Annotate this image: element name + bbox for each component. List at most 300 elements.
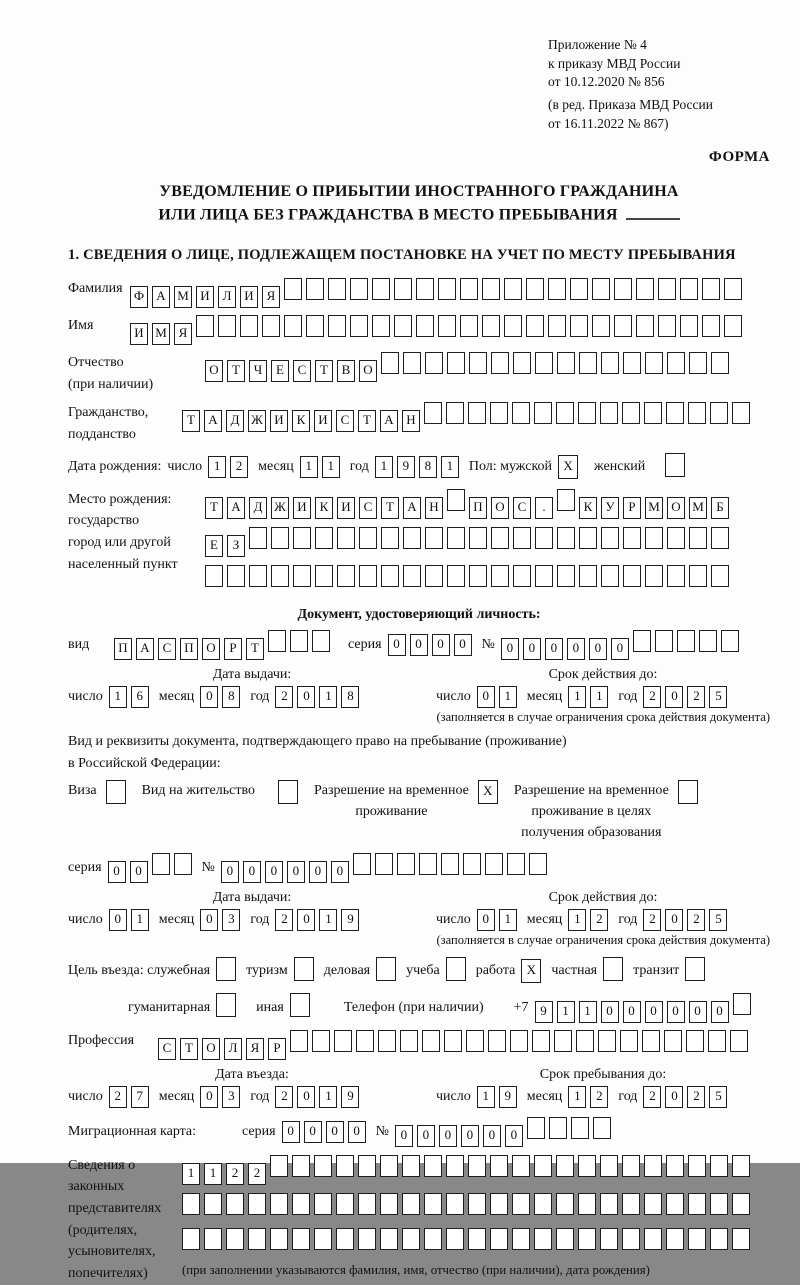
form-cell[interactable] [482, 315, 500, 337]
form-cell[interactable]: 0 [665, 686, 683, 708]
form-cell[interactable] [623, 352, 641, 374]
form-cell[interactable] [403, 527, 421, 549]
birth-day-input[interactable] [208, 456, 252, 478]
form-cell[interactable] [534, 1228, 552, 1250]
form-cell[interactable]: 0 [477, 909, 495, 931]
form-cell[interactable]: Т [205, 497, 223, 519]
form-cell[interactable] [490, 1193, 508, 1215]
form-cell[interactable]: Т [246, 638, 264, 660]
form-cell[interactable] [644, 1228, 662, 1250]
form-cell[interactable]: 3 [222, 1086, 240, 1108]
form-cell[interactable] [504, 315, 522, 337]
form-cell[interactable]: 0 [454, 634, 472, 656]
form-cell[interactable]: 2 [109, 1086, 127, 1108]
form-cell[interactable] [469, 352, 487, 374]
form-cell[interactable]: 1 [568, 686, 586, 708]
form-cell[interactable] [490, 1155, 508, 1177]
doc-series-input[interactable] [388, 634, 476, 656]
form-cell[interactable] [645, 527, 663, 549]
form-cell[interactable] [685, 957, 705, 981]
form-cell[interactable]: 2 [590, 1086, 608, 1108]
form-cell[interactable] [315, 527, 333, 549]
form-cell[interactable] [205, 565, 223, 587]
form-cell[interactable] [270, 1155, 288, 1177]
form-cell[interactable] [667, 527, 685, 549]
form-cell[interactable]: Т [180, 1038, 198, 1060]
form-cell[interactable] [614, 278, 632, 300]
form-cell[interactable]: Н [402, 410, 420, 432]
form-cell[interactable] [278, 780, 298, 804]
form-cell[interactable] [711, 527, 729, 549]
form-cell[interactable] [636, 315, 654, 337]
form-cell[interactable]: 0 [200, 1086, 218, 1108]
purpose-inaya-checkbox[interactable] [290, 993, 314, 1022]
form-cell[interactable]: Р [623, 497, 641, 519]
form-cell[interactable]: И [293, 497, 311, 519]
form-cell[interactable] [548, 315, 566, 337]
form-cell[interactable] [570, 278, 588, 300]
form-cell[interactable]: Р [268, 1038, 286, 1060]
form-cell[interactable] [680, 315, 698, 337]
form-cell[interactable] [667, 565, 685, 587]
form-cell[interactable] [655, 630, 673, 652]
form-cell[interactable]: 0 [200, 909, 218, 931]
form-cell[interactable] [381, 565, 399, 587]
form-cell[interactable]: 0 [667, 1001, 685, 1023]
form-cell[interactable]: 1 [322, 456, 340, 478]
form-cell[interactable]: 2 [687, 909, 705, 931]
form-cell[interactable]: 9 [499, 1086, 517, 1108]
form-cell[interactable] [664, 1030, 682, 1052]
form-cell[interactable]: 8 [341, 686, 359, 708]
form-cell[interactable] [644, 1155, 662, 1177]
form-cell[interactable]: 1 [319, 909, 337, 931]
purpose-delovaya-checkbox[interactable] [376, 957, 400, 986]
form-cell[interactable] [446, 1228, 464, 1250]
form-cell[interactable] [490, 1228, 508, 1250]
form-cell[interactable]: 1 [300, 456, 318, 478]
form-cell[interactable] [688, 1193, 706, 1215]
form-cell[interactable]: И [314, 410, 332, 432]
form-cell[interactable] [271, 527, 289, 549]
stay-year-input[interactable] [643, 1086, 731, 1108]
form-cell[interactable]: М [645, 497, 663, 519]
form-cell[interactable] [328, 278, 346, 300]
sex-female-checkbox[interactable] [665, 453, 689, 482]
form-cell[interactable]: 0 [297, 1086, 315, 1108]
sex-male-checkbox[interactable] [558, 455, 582, 479]
form-cell[interactable] [460, 278, 478, 300]
form-cell[interactable]: Я [262, 286, 280, 308]
form-cell[interactable] [570, 315, 588, 337]
form-cell[interactable]: П [469, 497, 487, 519]
form-cell[interactable] [350, 278, 368, 300]
form-cell[interactable] [710, 1228, 728, 1250]
form-cell[interactable]: К [579, 497, 597, 519]
representatives-line1-input[interactable] [182, 1155, 754, 1185]
form-cell[interactable] [216, 993, 236, 1017]
form-cell[interactable] [314, 1228, 332, 1250]
form-cell[interactable] [710, 1155, 728, 1177]
form-cell[interactable]: 0 [711, 1001, 729, 1023]
form-cell[interactable]: Б [711, 497, 729, 519]
form-cell[interactable] [372, 278, 390, 300]
form-cell[interactable] [400, 1030, 418, 1052]
form-cell[interactable]: 5 [709, 1086, 727, 1108]
form-cell[interactable] [711, 352, 729, 374]
form-cell[interactable] [665, 453, 685, 477]
form-cell[interactable]: 2 [590, 909, 608, 931]
form-cell[interactable]: Ч [249, 360, 267, 382]
entry-day-input[interactable] [109, 1086, 153, 1108]
form-cell[interactable] [699, 630, 717, 652]
purpose-ucheba-checkbox[interactable] [446, 957, 470, 986]
form-cell[interactable] [556, 402, 574, 424]
form-cell[interactable]: 1 [568, 909, 586, 931]
form-cell[interactable] [622, 402, 640, 424]
form-cell[interactable] [504, 278, 522, 300]
form-cell[interactable] [710, 402, 728, 424]
form-cell[interactable] [622, 1228, 640, 1250]
form-cell[interactable]: Я [174, 323, 192, 345]
form-cell[interactable] [270, 1193, 288, 1215]
form-cell[interactable] [710, 1193, 728, 1215]
form-cell[interactable] [578, 1228, 596, 1250]
form-cell[interactable]: 1 [182, 1163, 200, 1185]
form-cell[interactable]: О [202, 638, 220, 660]
form-cell[interactable] [416, 315, 434, 337]
form-cell[interactable] [447, 352, 465, 374]
form-cell[interactable] [359, 527, 377, 549]
form-cell[interactable]: 0 [665, 1086, 683, 1108]
form-cell[interactable]: 0 [388, 634, 406, 656]
form-cell[interactable] [601, 565, 619, 587]
form-cell[interactable] [284, 278, 302, 300]
form-cell[interactable] [468, 1155, 486, 1177]
representatives-line3-input[interactable] [182, 1228, 754, 1255]
form-cell[interactable]: 3 [222, 909, 240, 931]
residence-permit-checkbox[interactable] [278, 780, 302, 809]
form-cell[interactable] [376, 957, 396, 981]
form-cell[interactable] [689, 527, 707, 549]
form-cell[interactable] [294, 957, 314, 981]
visa-checkbox[interactable] [106, 780, 130, 809]
form-cell[interactable] [358, 1228, 376, 1250]
form-cell[interactable]: 0 [501, 638, 519, 660]
form-cell[interactable] [463, 853, 481, 875]
form-cell[interactable]: 1 [568, 1086, 586, 1108]
form-cell[interactable]: Д [249, 497, 267, 519]
purpose-chastnaya-checkbox[interactable] [603, 957, 627, 986]
form-cell[interactable] [268, 630, 286, 652]
form-cell[interactable] [724, 278, 742, 300]
form-cell[interactable] [622, 1193, 640, 1215]
form-cell[interactable] [350, 315, 368, 337]
form-cell[interactable] [535, 565, 553, 587]
form-cell[interactable]: 5 [709, 686, 727, 708]
form-cell[interactable] [556, 1155, 574, 1177]
form-cell[interactable] [447, 527, 465, 549]
form-cell[interactable] [593, 1117, 611, 1139]
form-cell[interactable]: 1 [557, 1001, 575, 1023]
residence-issue-year-input[interactable] [275, 909, 363, 931]
form-cell[interactable] [380, 1228, 398, 1250]
form-cell[interactable]: И [270, 410, 288, 432]
form-cell[interactable]: Н [425, 497, 443, 519]
form-cell[interactable] [315, 565, 333, 587]
form-cell[interactable] [380, 1193, 398, 1215]
form-cell[interactable]: 1 [499, 686, 517, 708]
form-cell[interactable]: Ж [248, 410, 266, 432]
form-cell[interactable] [488, 1030, 506, 1052]
form-cell[interactable]: 0 [200, 686, 218, 708]
form-cell[interactable]: 1 [109, 686, 127, 708]
form-cell[interactable]: 8 [222, 686, 240, 708]
form-cell[interactable] [416, 278, 434, 300]
form-cell[interactable] [204, 1193, 222, 1215]
form-cell[interactable] [182, 1193, 200, 1215]
form-cell[interactable]: 8 [419, 456, 437, 478]
form-cell[interactable] [512, 1228, 530, 1250]
form-cell[interactable] [312, 1030, 330, 1052]
form-cell[interactable] [402, 1193, 420, 1215]
form-cell[interactable] [196, 315, 214, 337]
form-cell[interactable]: 0 [567, 638, 585, 660]
surname-input[interactable] [130, 278, 746, 308]
form-cell[interactable] [290, 1030, 308, 1052]
form-cell[interactable]: М [152, 323, 170, 345]
form-cell[interactable]: 0 [304, 1121, 322, 1143]
form-cell[interactable] [529, 853, 547, 875]
residence-number-input[interactable] [221, 853, 551, 883]
form-cell[interactable]: 1 [375, 456, 393, 478]
form-cell[interactable]: О [491, 497, 509, 519]
form-cell[interactable] [557, 565, 575, 587]
migration-series-input[interactable] [282, 1121, 370, 1143]
form-cell[interactable]: 1 [590, 686, 608, 708]
form-cell[interactable] [292, 1155, 310, 1177]
form-cell[interactable] [603, 957, 623, 981]
form-cell[interactable]: Т [381, 497, 399, 519]
form-cell[interactable] [645, 352, 663, 374]
form-cell[interactable] [397, 853, 415, 875]
form-cell[interactable]: 0 [130, 861, 148, 883]
form-cell[interactable] [512, 1155, 530, 1177]
form-cell[interactable]: С [359, 497, 377, 519]
doc-expiry-day-input[interactable] [477, 686, 521, 708]
form-cell[interactable] [380, 1155, 398, 1177]
doc-issue-day-input[interactable] [109, 686, 153, 708]
form-cell[interactable]: С [158, 1038, 176, 1060]
form-cell[interactable]: 9 [535, 1001, 553, 1023]
form-cell[interactable]: 0 [287, 861, 305, 883]
form-cell[interactable]: К [315, 497, 333, 519]
form-cell[interactable]: И [130, 323, 148, 345]
birth-year-input[interactable] [375, 456, 463, 478]
form-cell[interactable]: 0 [461, 1125, 479, 1147]
purpose-turizm-checkbox[interactable] [294, 957, 318, 986]
form-cell[interactable]: Л [224, 1038, 242, 1060]
form-cell[interactable] [446, 957, 466, 981]
form-cell[interactable] [306, 278, 324, 300]
form-cell[interactable] [507, 853, 525, 875]
form-cell[interactable] [666, 1155, 684, 1177]
form-cell[interactable] [334, 1030, 352, 1052]
form-cell[interactable] [556, 1193, 574, 1215]
doc-expiry-month-input[interactable] [568, 686, 612, 708]
form-cell[interactable] [336, 1155, 354, 1177]
form-cell[interactable]: 0 [109, 909, 127, 931]
citizenship-input[interactable] [182, 402, 754, 432]
form-cell[interactable] [485, 853, 503, 875]
form-cell[interactable] [571, 1117, 589, 1139]
form-cell[interactable] [666, 1228, 684, 1250]
form-cell[interactable] [424, 1155, 442, 1177]
entry-year-input[interactable] [275, 1086, 363, 1108]
form-cell[interactable]: М [689, 497, 707, 519]
form-cell[interactable] [284, 315, 302, 337]
form-cell[interactable] [702, 278, 720, 300]
form-cell[interactable]: 0 [108, 861, 126, 883]
form-cell[interactable] [636, 278, 654, 300]
form-cell[interactable] [312, 630, 330, 652]
form-cell[interactable] [106, 780, 126, 804]
form-cell[interactable] [328, 315, 346, 337]
form-cell[interactable]: X [521, 959, 541, 983]
form-cell[interactable] [512, 1193, 530, 1215]
form-cell[interactable] [512, 402, 530, 424]
form-cell[interactable] [578, 402, 596, 424]
form-cell[interactable]: 0 [589, 638, 607, 660]
form-cell[interactable]: И [337, 497, 355, 519]
form-cell[interactable]: 0 [523, 638, 541, 660]
form-cell[interactable] [678, 780, 698, 804]
form-cell[interactable] [578, 1155, 596, 1177]
form-cell[interactable] [353, 853, 371, 875]
form-cell[interactable] [601, 527, 619, 549]
form-cell[interactable]: 2 [643, 686, 661, 708]
form-cell[interactable] [424, 402, 442, 424]
form-cell[interactable] [403, 565, 421, 587]
form-cell[interactable]: 0 [432, 634, 450, 656]
form-cell[interactable]: 0 [477, 686, 495, 708]
form-cell[interactable]: 6 [131, 686, 149, 708]
form-cell[interactable] [579, 565, 597, 587]
form-cell[interactable] [356, 1030, 374, 1052]
purpose-sluzhebnaya-checkbox[interactable] [216, 957, 240, 986]
form-cell[interactable] [469, 527, 487, 549]
form-cell[interactable]: 0 [439, 1125, 457, 1147]
form-cell[interactable] [535, 352, 553, 374]
form-cell[interactable] [290, 630, 308, 652]
form-cell[interactable]: С [293, 360, 311, 382]
form-cell[interactable] [491, 565, 509, 587]
form-cell[interactable] [292, 1193, 310, 1215]
form-cell[interactable]: О [359, 360, 377, 382]
form-cell[interactable] [447, 565, 465, 587]
form-cell[interactable] [469, 565, 487, 587]
form-cell[interactable] [666, 402, 684, 424]
form-cell[interactable]: 1 [208, 456, 226, 478]
form-cell[interactable] [204, 1228, 222, 1250]
form-cell[interactable]: М [174, 286, 192, 308]
form-cell[interactable] [152, 853, 170, 875]
form-cell[interactable]: Я [246, 1038, 264, 1060]
form-cell[interactable]: Е [271, 360, 289, 382]
form-cell[interactable]: 2 [226, 1163, 244, 1185]
residence-expiry-day-input[interactable] [477, 909, 521, 931]
form-cell[interactable] [677, 630, 695, 652]
form-cell[interactable]: 1 [441, 456, 459, 478]
form-cell[interactable]: А [204, 410, 222, 432]
form-cell[interactable] [513, 352, 531, 374]
form-cell[interactable] [527, 1117, 545, 1139]
form-cell[interactable] [721, 630, 739, 652]
form-cell[interactable]: П [114, 638, 132, 660]
form-cell[interactable] [358, 1155, 376, 1177]
form-cell[interactable] [444, 1030, 462, 1052]
form-cell[interactable] [600, 1228, 618, 1250]
form-cell[interactable]: . [535, 497, 553, 519]
form-cell[interactable] [576, 1030, 594, 1052]
form-cell[interactable] [226, 1193, 244, 1215]
form-cell[interactable] [460, 315, 478, 337]
form-cell[interactable] [422, 1030, 440, 1052]
form-cell[interactable]: И [196, 286, 214, 308]
form-cell[interactable] [402, 1155, 420, 1177]
form-cell[interactable]: 0 [611, 638, 629, 660]
form-cell[interactable] [510, 1030, 528, 1052]
form-cell[interactable]: X [558, 455, 578, 479]
form-cell[interactable]: К [292, 410, 310, 432]
birth-month-input[interactable] [300, 456, 344, 478]
form-cell[interactable]: 0 [665, 909, 683, 931]
form-cell[interactable]: Д [226, 410, 244, 432]
form-cell[interactable]: 0 [417, 1125, 435, 1147]
form-cell[interactable]: 0 [601, 1001, 619, 1023]
doc-expiry-year-input[interactable] [643, 686, 731, 708]
form-cell[interactable] [249, 565, 267, 587]
form-cell[interactable] [248, 1193, 266, 1215]
form-cell[interactable]: 1 [499, 909, 517, 931]
given-name-input[interactable] [130, 315, 746, 345]
form-cell[interactable] [592, 278, 610, 300]
form-cell[interactable] [403, 352, 421, 374]
form-cell[interactable]: Р [224, 638, 242, 660]
form-cell[interactable]: 9 [397, 456, 415, 478]
form-cell[interactable]: В [337, 360, 355, 382]
form-cell[interactable]: С [513, 497, 531, 519]
form-cell[interactable]: И [240, 286, 258, 308]
form-cell[interactable] [306, 315, 324, 337]
form-cell[interactable] [658, 315, 676, 337]
form-cell[interactable]: 0 [505, 1125, 523, 1147]
form-cell[interactable]: 0 [395, 1125, 413, 1147]
form-cell[interactable] [438, 278, 456, 300]
form-cell[interactable]: А [152, 286, 170, 308]
form-cell[interactable]: 2 [687, 1086, 705, 1108]
form-cell[interactable]: 7 [131, 1086, 149, 1108]
residence-series-input[interactable] [108, 853, 196, 883]
form-cell[interactable]: 0 [297, 686, 315, 708]
form-cell[interactable] [490, 402, 508, 424]
migration-number-input[interactable] [395, 1117, 615, 1147]
form-cell[interactable] [513, 565, 531, 587]
form-cell[interactable] [240, 315, 258, 337]
form-cell[interactable] [182, 1228, 200, 1250]
form-cell[interactable]: 0 [282, 1121, 300, 1143]
form-cell[interactable] [708, 1030, 726, 1052]
